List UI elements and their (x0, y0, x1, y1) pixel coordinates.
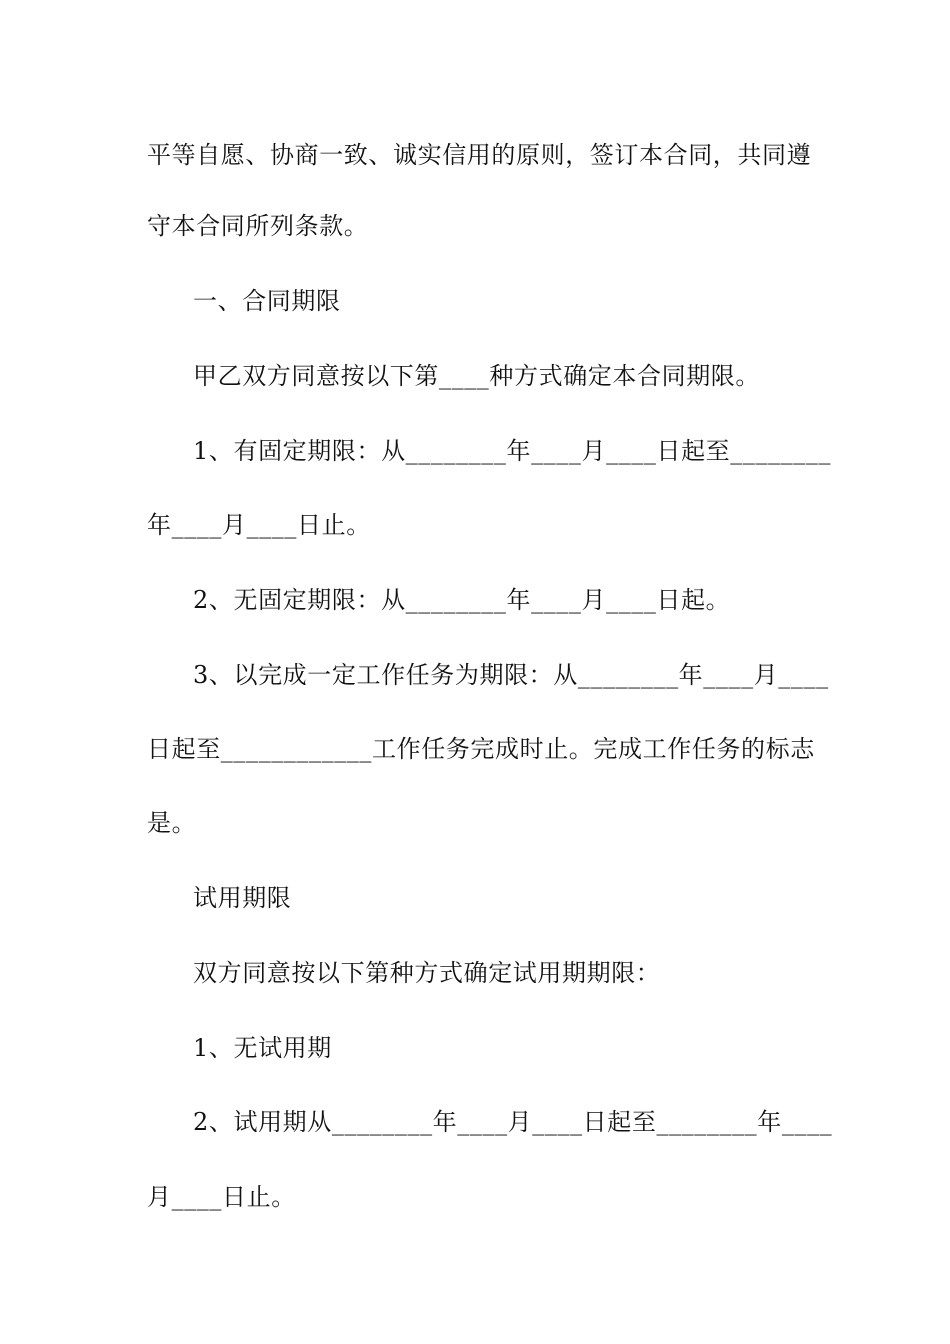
text-line-9: 日起至____________工作任务完成时止。完成工作任务的标志 (147, 735, 815, 763)
text-line-15: 月____日止。 (147, 1183, 296, 1211)
text-line-8: 3、以完成一定工作任务为期限：从________年____月____ (193, 661, 829, 689)
text-line-5: 1、有固定期限：从________年____月____日起至________ (193, 437, 832, 465)
text-line-12: 双方同意按以下第种方式确定试用期期限： (193, 959, 661, 987)
text-line-14: 2、试用期从________年____月____日起至________年____ (193, 1108, 833, 1136)
section-heading-contract-term: 一、合同期限 (193, 287, 341, 315)
text-line-13: 1、无试用期 (193, 1034, 332, 1062)
text-line-6: 年____月____日止。 (147, 511, 371, 539)
text-line-4: 甲乙双方同意按以下第____种方式确定本合同期限。 (193, 362, 760, 390)
text-line-1: 平等自愿、协商一致、诚实信用的原则，签订本合同，共同遵 (147, 141, 812, 169)
text-line-2: 守本合同所列条款。 (147, 212, 369, 240)
text-line-7: 2、无固定期限：从________年____月____日起。 (193, 586, 731, 614)
text-line-10: 是。 (147, 809, 197, 837)
section-heading-probation: 试用期限 (193, 884, 292, 912)
